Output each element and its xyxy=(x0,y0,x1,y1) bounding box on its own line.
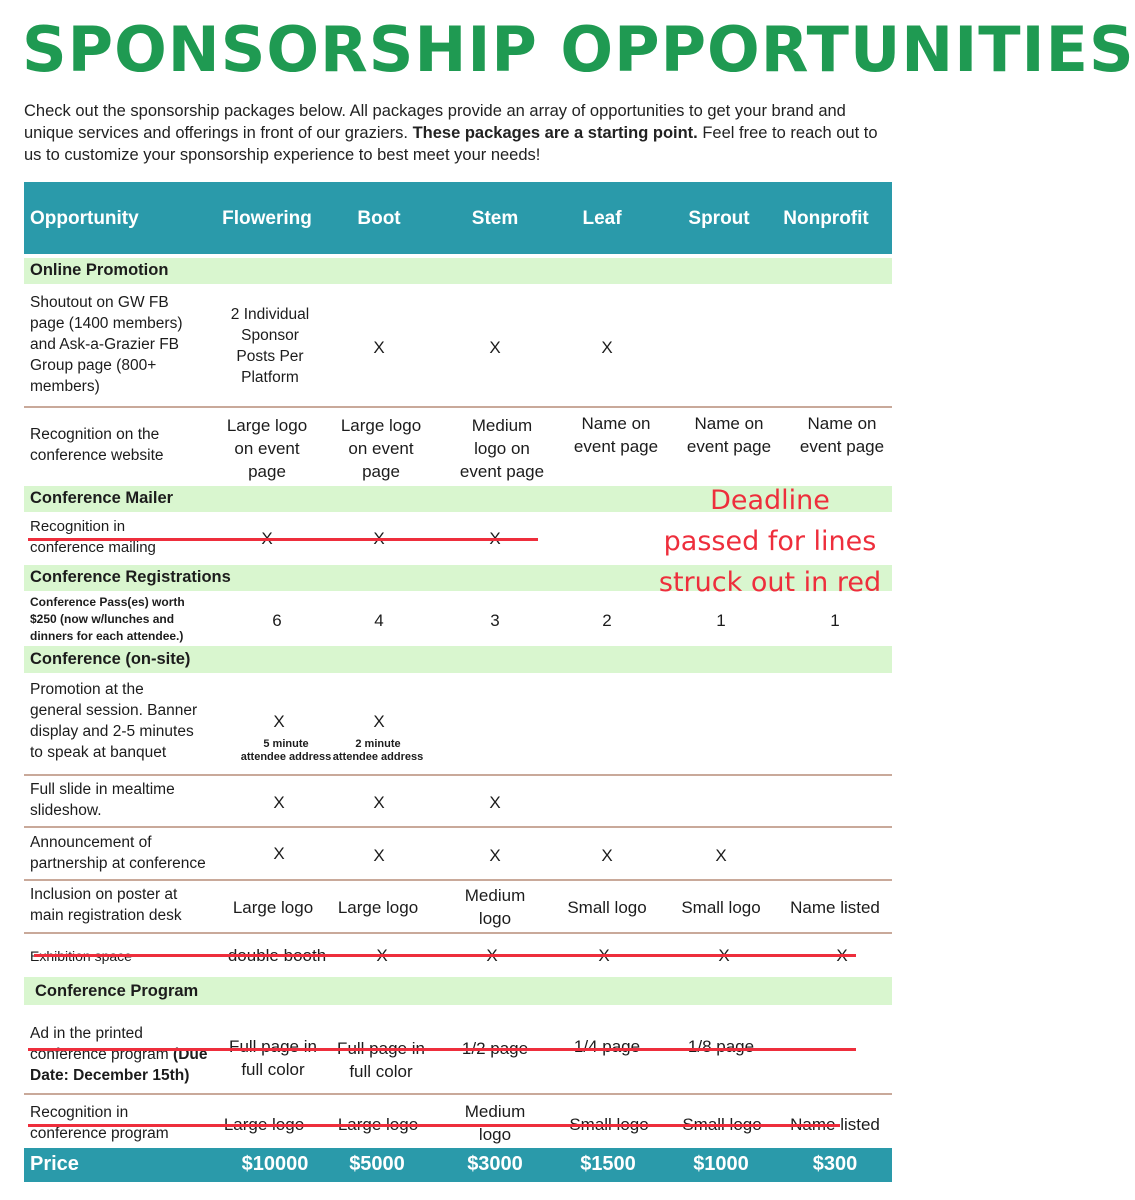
cell-line: Name on xyxy=(807,414,877,433)
mailing-boot: X xyxy=(373,529,385,548)
label-line: Conference Pass(es) worth xyxy=(30,595,185,609)
label-line: to speak at banquet xyxy=(30,744,167,761)
announcement-boot: X xyxy=(373,846,385,865)
row-label-slideshow xyxy=(30,779,175,821)
announcement-sprout: X xyxy=(715,846,727,865)
ad-leaf: 1/4 page xyxy=(573,1037,641,1056)
cell-line: Large logo xyxy=(340,416,422,435)
strikethrough-line xyxy=(28,1048,856,1051)
intro-text-end: Feel free to reach out to us to customize your sponsorship experience to best meet your needs! xyxy=(24,124,878,164)
shoutout-stem: X xyxy=(489,338,501,357)
cell-line: Posts Per xyxy=(236,348,304,365)
website-nonprofit xyxy=(800,412,884,458)
passes-sprout: 1 xyxy=(716,611,726,630)
exhibition-boot: X xyxy=(376,946,388,965)
website-stem xyxy=(460,414,544,483)
price-stem: $3000 xyxy=(467,1153,523,1175)
cell-line: Medium xyxy=(464,1102,526,1121)
exhibition-nonprofit: X xyxy=(836,946,848,965)
label-line: Date: December 15th) xyxy=(30,1067,190,1084)
section-label: Conference Program xyxy=(35,982,199,1000)
cell-line: Full page in xyxy=(337,1039,425,1058)
label-line: Announcement of xyxy=(30,834,152,851)
announcement-leaf: X xyxy=(601,846,613,865)
shoutout-leaf: X xyxy=(601,338,613,357)
note-line: passed for lines xyxy=(663,526,877,557)
exhibition-flowering: double booth xyxy=(227,946,327,965)
passes-nonprofit: 1 xyxy=(830,611,840,630)
header-stem: Stem xyxy=(471,208,519,229)
label-line: page (1400 members) xyxy=(30,315,183,332)
cell-line: Platform xyxy=(241,369,299,386)
label-line: main registration desk xyxy=(30,907,182,924)
cell-line: logo xyxy=(478,1125,512,1144)
cell-line: event page xyxy=(686,437,772,456)
label-line: conference website xyxy=(30,447,164,464)
poster-stem xyxy=(465,884,525,930)
row-label-announcement xyxy=(30,832,206,874)
cell-line: Medium xyxy=(471,416,533,435)
ad-stem: 1/2 page xyxy=(461,1039,529,1058)
label-line: general session. Banner xyxy=(30,702,198,719)
slideshow-flowering: X xyxy=(273,793,285,812)
header-opportunity: Opportunity xyxy=(30,208,139,229)
program-recognition-leaf: Small logo xyxy=(569,1115,649,1134)
passes-stem: 3 xyxy=(490,611,500,630)
note-line: struck out in red xyxy=(658,567,882,598)
website-flowering xyxy=(227,414,307,483)
cell-line: Full page in xyxy=(229,1037,317,1056)
passes-flowering: 6 xyxy=(272,611,282,630)
cell-line: page xyxy=(248,462,286,481)
ad-flowering xyxy=(229,1035,317,1081)
label-part: conference program xyxy=(30,1046,174,1063)
deadline-note xyxy=(650,480,890,603)
row-label-exhibition: Exhibition space xyxy=(30,948,132,964)
header-boot: Boot xyxy=(357,208,401,229)
cell-line: event page xyxy=(459,462,545,481)
passes-boot: 4 xyxy=(374,611,384,630)
program-recognition-flowering: Large logo xyxy=(223,1115,305,1134)
row-divider xyxy=(24,406,892,408)
price-row xyxy=(24,1148,892,1182)
poster-leaf: Small logo xyxy=(567,898,647,917)
label-line: slideshow. xyxy=(30,802,102,819)
label-line: Shoutout on GW FB xyxy=(30,294,169,311)
cell-line: Medium xyxy=(464,886,526,905)
website-leaf xyxy=(574,412,658,458)
cell-line: Sponsor xyxy=(241,327,299,344)
mailing-stem: X xyxy=(489,529,501,548)
row-label-program-recognition xyxy=(30,1102,169,1144)
row-label-mailing xyxy=(30,516,156,558)
slideshow-boot: X xyxy=(373,793,385,812)
program-recognition-nonprofit: Name listed xyxy=(790,1115,880,1134)
poster-sprout: Small logo xyxy=(681,898,761,917)
strikethrough-line xyxy=(28,1124,840,1127)
cell-line: event page xyxy=(799,437,885,456)
cell-line: event page xyxy=(573,437,659,456)
website-boot xyxy=(341,414,421,483)
label-line: Recognition in xyxy=(30,1104,129,1121)
general-session-boot: X xyxy=(373,712,385,731)
header-sprout: Sprout xyxy=(688,208,750,229)
section-conference-program xyxy=(24,977,892,1005)
price-label: Price xyxy=(30,1153,79,1175)
slideshow-stem: X xyxy=(489,793,501,812)
exhibition-stem: X xyxy=(486,946,498,965)
intro-paragraph xyxy=(24,100,884,166)
label-line: conference mailing xyxy=(30,539,156,556)
cell-line: Large logo xyxy=(226,416,308,435)
label-line: Recognition on the xyxy=(30,426,160,443)
poster-nonprofit: Name listed xyxy=(790,898,880,917)
cell-line: Name on xyxy=(694,414,764,433)
website-sprout xyxy=(687,412,771,458)
section-label: Online Promotion xyxy=(30,261,169,279)
label-line: display and 2-5 minutes xyxy=(30,723,194,740)
label-part-bold: (Due xyxy=(173,1046,208,1063)
announcement-flowering: X xyxy=(273,844,285,863)
cell-line: logo on xyxy=(474,439,530,458)
price-boot: $5000 xyxy=(349,1153,405,1175)
general-session-flowering-note xyxy=(241,738,331,764)
label-line: Full slide in mealtime xyxy=(30,781,175,798)
cell-line: full color xyxy=(241,1060,305,1079)
header-flowering: Flowering xyxy=(222,208,312,229)
note-line: 2 minute xyxy=(355,738,401,750)
label-line: conference program xyxy=(30,1125,169,1142)
label-line: Ad in the printed xyxy=(30,1025,143,1042)
row-label-passes xyxy=(30,594,185,645)
label-line: Recognition in xyxy=(30,518,126,535)
announcement-stem: X xyxy=(489,846,501,865)
row-label-shoutout xyxy=(30,292,183,397)
intro-text: Check out the sponsorship packages below. All packages provide an array of opportunities to get your brand and unique services and offerings in front of our graziers. xyxy=(24,102,846,142)
cell-line: 2 Individual xyxy=(230,306,310,323)
program-recognition-sprout: Small logo xyxy=(682,1115,762,1134)
row-divider xyxy=(24,1093,892,1095)
price-flowering: $10000 xyxy=(241,1153,309,1175)
intro-bold-text: These packages are a starting point. xyxy=(412,124,698,142)
header-leaf: Leaf xyxy=(582,208,622,229)
label-line: partnership at conference xyxy=(30,855,206,872)
label-line: Group page (800+ xyxy=(30,357,157,374)
label-line: members) xyxy=(30,378,100,395)
row-divider xyxy=(24,826,892,828)
cell-line: page xyxy=(362,462,400,481)
page-title: SPONSORSHIP OPPORTUNITIES xyxy=(22,13,1135,86)
row-divider xyxy=(24,774,892,776)
exhibition-sprout: X xyxy=(718,946,730,965)
row-label-ad xyxy=(30,1023,207,1086)
strikethrough-line xyxy=(34,954,856,957)
section-label: Conference Mailer xyxy=(30,489,174,507)
price-leaf: $1500 xyxy=(580,1153,636,1175)
exhibition-leaf: X xyxy=(598,946,610,965)
program-recognition-boot: Large logo xyxy=(337,1115,419,1134)
label-line: dinners for each attendee.) xyxy=(30,629,184,643)
note-line: 5 minute xyxy=(263,738,309,750)
passes-leaf: 2 xyxy=(602,611,612,630)
section-conference-onsite xyxy=(24,646,892,673)
price-sprout: $1000 xyxy=(693,1153,749,1175)
note-line: attendee address xyxy=(332,751,424,763)
header-nonprofit: Nonprofit xyxy=(783,208,869,229)
cell-line: on event xyxy=(234,439,300,458)
section-label: Conference (on-site) xyxy=(30,650,191,668)
program-recognition-stem xyxy=(465,1100,525,1146)
cell-line: on event xyxy=(348,439,414,458)
row-label-general-session xyxy=(30,679,197,763)
row-divider xyxy=(24,932,892,934)
poster-flowering: Large logo xyxy=(232,898,314,917)
section-online-promotion xyxy=(24,258,892,284)
price-nonprofit: $300 xyxy=(812,1153,858,1175)
ad-sprout: 1/8 page xyxy=(687,1037,755,1056)
row-label-website xyxy=(30,424,164,466)
cell-line: logo xyxy=(478,909,512,928)
mailing-flowering: X xyxy=(261,529,273,548)
cell-line: full color xyxy=(349,1062,413,1081)
label-line: and Ask-a-Grazier FB xyxy=(30,336,180,353)
table-header xyxy=(24,182,892,254)
general-session-flowering: X xyxy=(273,712,285,731)
note-line: Deadline xyxy=(710,485,830,516)
poster-boot: Large logo xyxy=(337,898,419,917)
strikethrough-line xyxy=(28,538,538,541)
label-line: $250 (now w/lunches and xyxy=(30,612,175,626)
label-line: Inclusion on poster at xyxy=(30,886,178,903)
general-session-boot-note xyxy=(333,738,423,764)
note-line: attendee address xyxy=(240,751,332,763)
cell-line: Name on xyxy=(581,414,651,433)
section-label: Conference Registrations xyxy=(30,568,231,586)
label-line: Promotion at the xyxy=(30,681,144,698)
row-divider xyxy=(24,879,892,881)
shoutout-boot: X xyxy=(373,338,385,357)
shoutout-flowering xyxy=(231,304,309,388)
ad-boot xyxy=(337,1037,425,1083)
row-label-poster xyxy=(30,884,182,926)
